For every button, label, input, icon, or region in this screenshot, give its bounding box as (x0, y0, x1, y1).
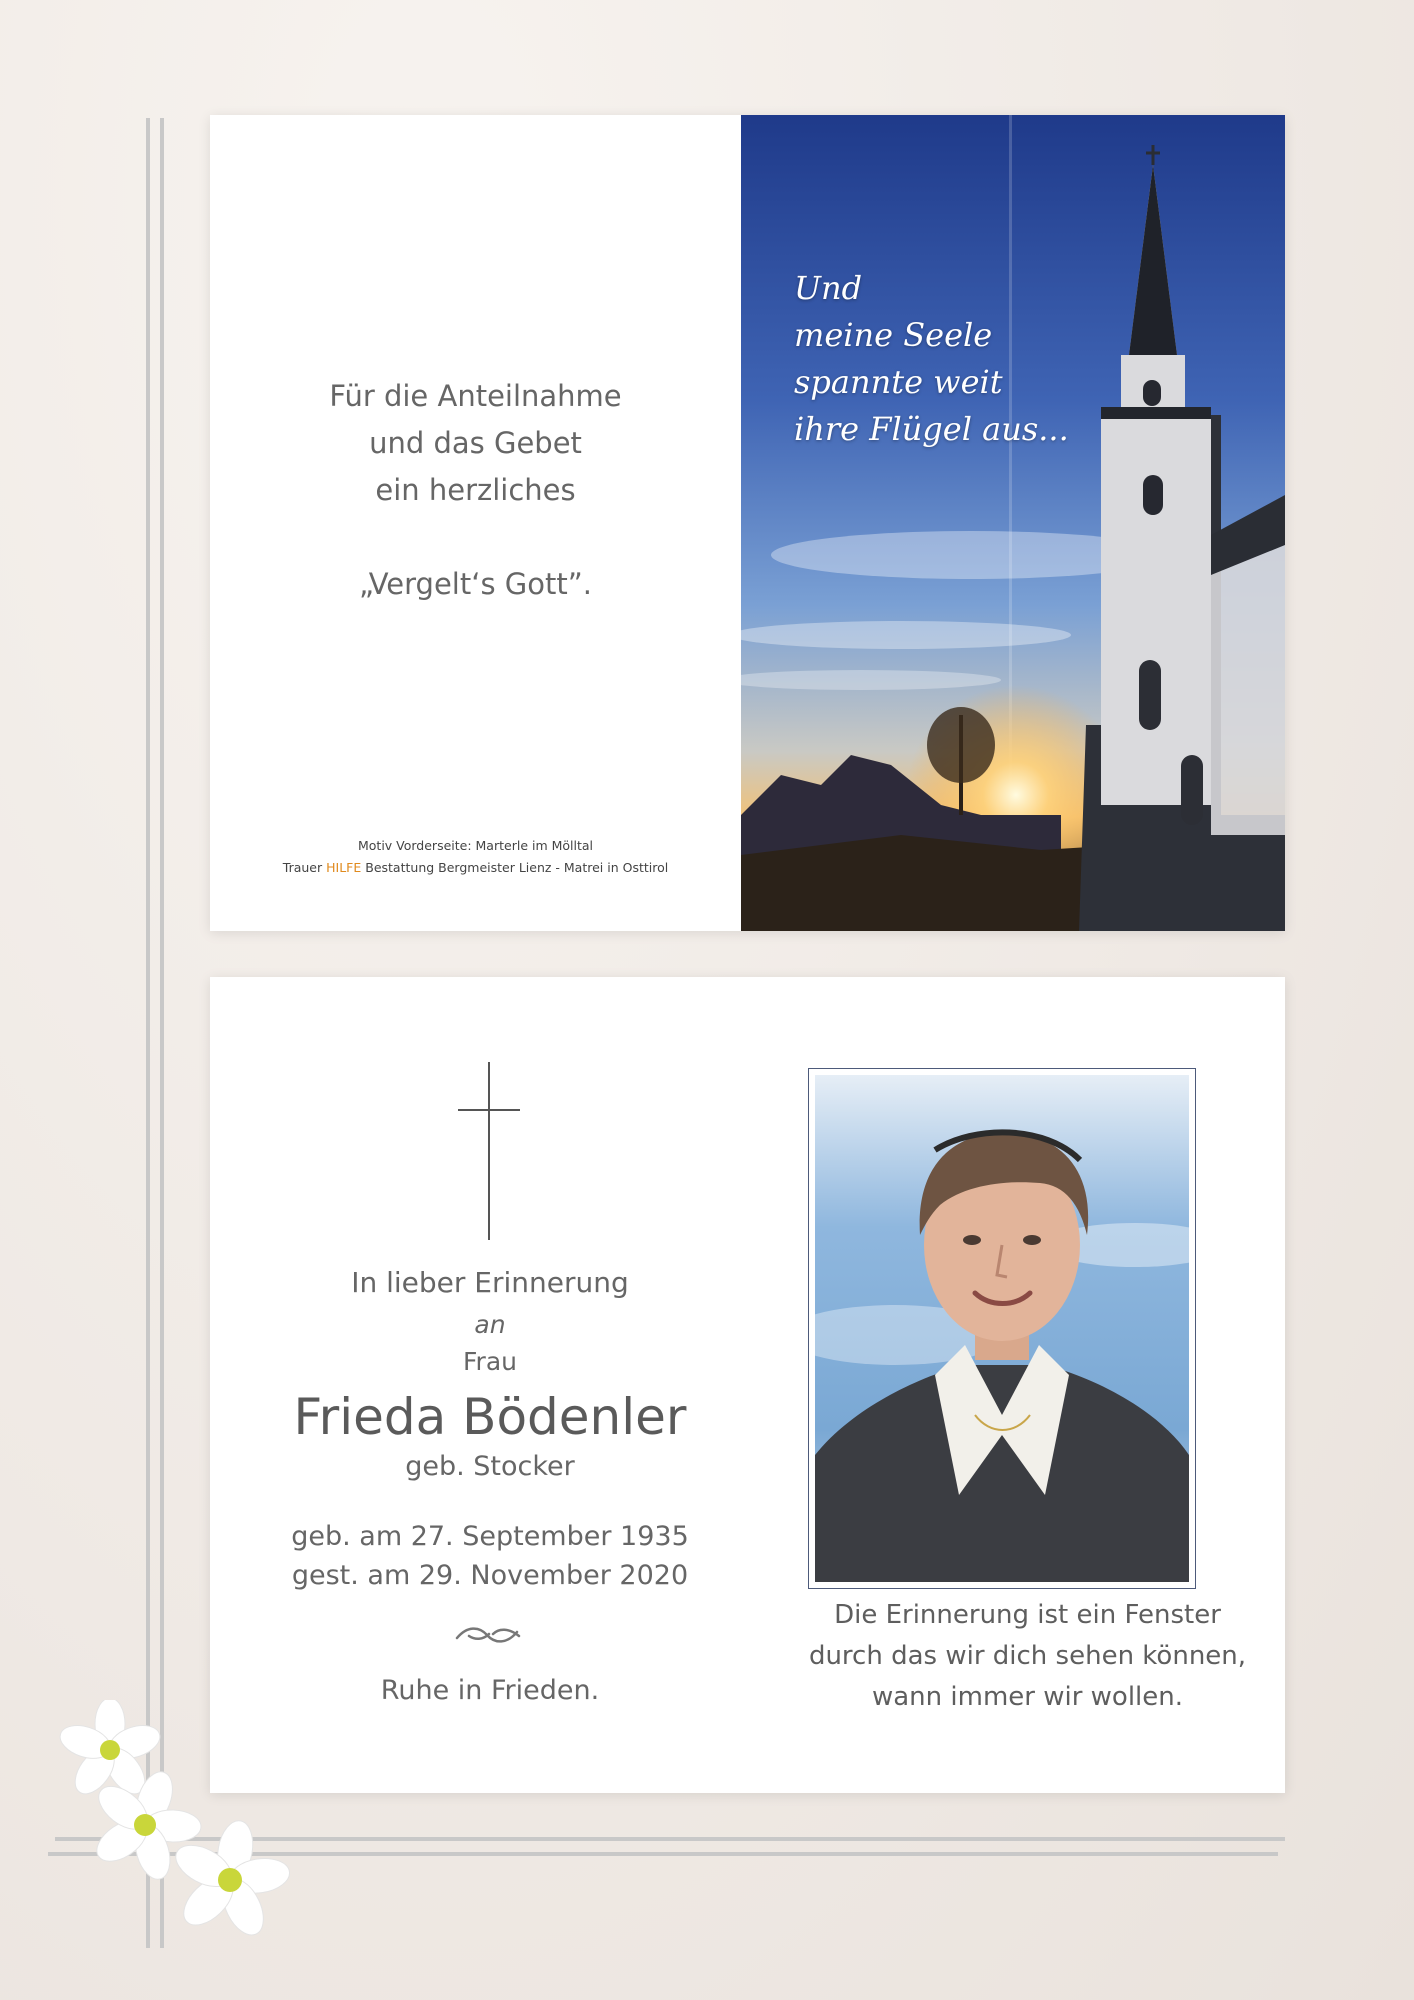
church-sunset-image (741, 115, 1285, 931)
portrait-illustration (815, 1075, 1189, 1582)
quote-line: durch das wir dich sehen können, (808, 1641, 1247, 1671)
card-front (210, 115, 1285, 931)
motif-credit: Motiv Vorderseite: Marterle im Mölltal (357, 838, 594, 853)
salutation-text: Frau (462, 1347, 517, 1376)
cross-icon (458, 1062, 520, 1240)
memorial-text-panel (210, 977, 770, 1793)
rest-in-peace-text: Ruhe in Frieden. (380, 1675, 600, 1706)
undertaker-rest: Bestattung Bergmeister Lienz - Matrei in Osttirol (365, 860, 669, 875)
memorial-quote (770, 1595, 1285, 1718)
thanks-text (210, 373, 741, 608)
poem-line: ihre Flügel aus... (794, 410, 1069, 448)
frame-line-vertical-inner (160, 118, 164, 1948)
flower-decoration-icon (40, 1700, 310, 1960)
undertaker-prefix: Trauer (282, 860, 323, 875)
birth-date: geb. am 27. September 1935 (291, 1521, 689, 1552)
ornament-icon (453, 1622, 525, 1648)
deceased-name: Frieda Bödenler (293, 1388, 687, 1446)
quote-line: Die Erinnerung ist ein Fenster (834, 1600, 1221, 1630)
memorial-heading (210, 1259, 770, 1484)
poem-line: spannte weit (794, 363, 1003, 401)
life-dates (210, 1517, 770, 1595)
maiden-name: geb. Stocker (405, 1451, 575, 1482)
thanks-line: und das Gebet (369, 426, 582, 460)
poem-text (794, 265, 1069, 453)
thanks-line: Für die Anteilnahme (329, 379, 622, 413)
poem-line: meine Seele (794, 316, 993, 354)
card-inside (210, 977, 1285, 1793)
undertaker-highlight: HILFE (326, 860, 362, 875)
preposition-text: an (474, 1310, 506, 1339)
death-date: gest. am 29. November 2020 (291, 1560, 689, 1591)
frame-line-vertical-outer (146, 118, 150, 1948)
undertaker-credit (210, 857, 741, 879)
thanks-line: ein herzliches (375, 473, 576, 507)
poem-line: Und (794, 269, 863, 307)
credits (210, 835, 741, 879)
thanks-closing: „Vergelt‘s Gott”. (359, 567, 592, 601)
thanks-panel (210, 115, 741, 931)
portrait-photo (808, 1068, 1196, 1589)
church-sunset-illustration (741, 115, 1285, 931)
quote-line: wann immer wir wollen. (871, 1682, 1184, 1712)
intro-text: In lieber Erinnerung (351, 1266, 629, 1299)
